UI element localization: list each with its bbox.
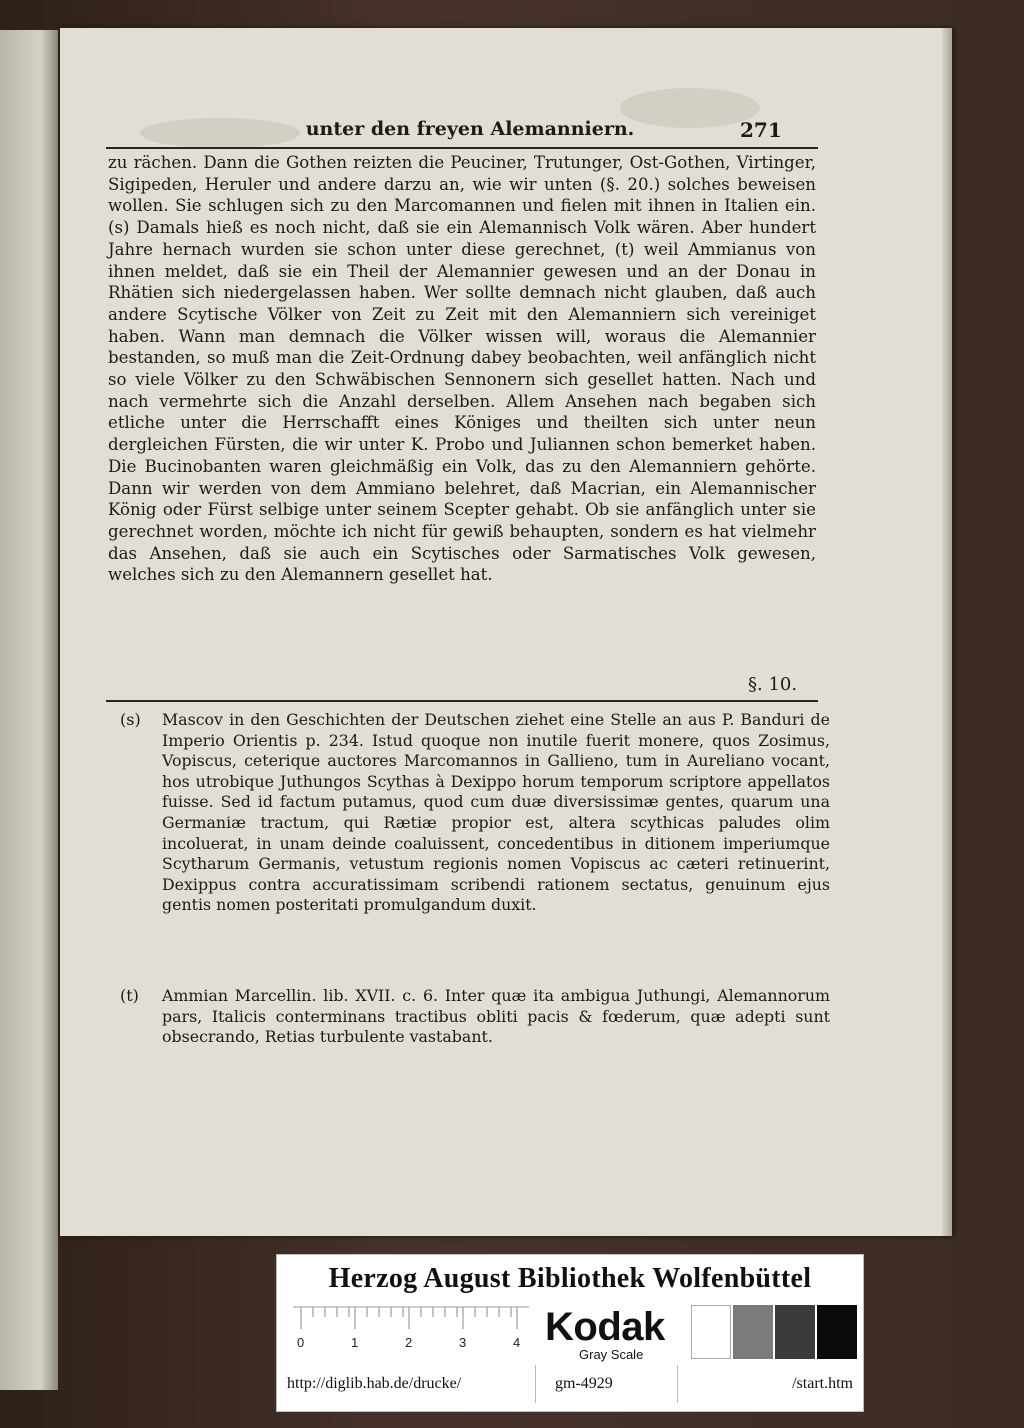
url-right: /start.htm (792, 1375, 853, 1392)
library-name: Herzog August Bibliothek Wolfenbüttel (328, 1263, 812, 1294)
page-edge-shadow (942, 28, 952, 1236)
divider (535, 1365, 536, 1403)
footnote-text: Ammian Marcellin. lib. XVII. c. 6. Inter quæ ita ambigua Juthungi, Alemannorum pars, Italicis conterminans tractibus obliti pacis & fœderum, quæ adepti sunt obsecrando, Retias turbulente vastabant. (162, 986, 830, 1047)
gray-patch (775, 1305, 815, 1359)
scale-number: 2 (405, 1335, 413, 1350)
running-head: unter den freyen Alemanniern. (305, 118, 635, 140)
body-paragraph: zu rächen. Dann die Gothen reizten die Peuciner, Trutunger, Ost-Gothen, Virtinger, Sigipeden, Heruler und andere darzu an, wie wir unten (§. 20.) solches beweisen wollen. Sie schlugen sich zu den Marcomannen und fielen mit ihnen in Italien ein. (s) Damals hieß es noch nicht, daß sie ein Alemannisch Volk wären. Aber hundert Jahre hernach wurden sie schon unter diese gerechnet, (t) weil Ammianus von ihnen meldet, daß sie ein Theil der Alemannier gewesen und an der Donau in Rhätien sich niedergelassen haben. Wer sollte demnach nicht glauben, daß auch andere Scytische Völker von Zeit zu Zeit mit den Alemanniern sich vereiniget haben. Wann man demnach die Völker wissen will, woraus die Alemannier bestanden, so muß man die Zeit-Ordnung dabey beobachten, weil anfänglich nicht so viele Völker zu den Schwäbischen Sennonern sich gesellet hatten. Nach und nach vermehrte sich die Anzahl derselben. Allem Ansehen nach begaben sich etliche unter die Herrschafft eines Königes und theilten sich unter neun dergleichen Fürsten, die wir unter K. Probo und Juliannen schon bemerket haben. Die Bucinobanten waren gleichmäßig ein Volk, das zu den Alemanniern gehörte. Dann wir werden von dem Ammiano belehret, daß Macrian, ein Alemannischer König oder Fürst selbige unter seinem Scepter gehabt. Ob sie anfänglich unter sie gerechnet worden, möchte ich nicht für gewiß behaupten, sondern es hat vielmehr das Ansehen, daß sie auch ein Scytisches oder Sarmatisches Volk gewesen, welches sich zu den Alemannern gesellet hat. (108, 153, 816, 585)
scale-number: 4 (513, 1335, 521, 1350)
gray-patch (817, 1305, 857, 1359)
footnote-text: Mascov in den Geschichten der Deutschen ziehet eine Stelle an aus P. Banduri de Imperio Orientis p. 234. Istud quoque non inutile fuerit monere, quos Zosimus, Vopiscus, ceterique auctores Marcomannos in Gallieno, tum in Aureliano vocant, hos utrobique Juthungos Scythas à Dexippo horum temporum scriptore appellatos fuisse. Sed id factum putamus, quod cum duæ diversissimæ gentes, quarum una Germaniæ tractum, qui Rætiæ propior est, altera scythicas paludes olim incoluerat, in unam deinde coaluissent, concedentibus in ditionem imperiumque Scytharum Germanis, vetustum regionis nomen Vopiscus ac cæteri retinuerint, Dexippus contra accuratissimam scribendi rationem sectatus, genuinum ejus gentis nomen posteritati promulgandum duxit. (162, 710, 830, 915)
color-calibration-card (276, 1254, 864, 1412)
paper-stain (620, 88, 760, 128)
footnote-mark: (t) (120, 986, 139, 1005)
gray-patches (691, 1305, 859, 1359)
url-left: http://diglib.hab.de/drucke/ (287, 1375, 462, 1392)
footnote-mark: (s) (120, 710, 141, 729)
footnote-s (120, 710, 830, 916)
header-rule (106, 147, 818, 149)
shelfmark-code: gm-4929 (555, 1375, 613, 1392)
gray-patch (733, 1305, 773, 1359)
section-catchword: §. 10. (748, 674, 798, 695)
ruler-scale (293, 1305, 529, 1351)
scale-number: 0 (297, 1335, 305, 1350)
page-number: 271 (740, 118, 782, 142)
footnote-rule (106, 700, 818, 702)
scale-number: 3 (459, 1335, 467, 1350)
paper-stain (140, 118, 300, 148)
facing-page-edge (0, 30, 58, 1390)
divider (677, 1365, 678, 1403)
footnote-t (120, 986, 830, 1048)
gray-scale-label: Gray Scale (579, 1347, 644, 1362)
scale-number: 1 (351, 1335, 359, 1350)
gray-patch (691, 1305, 731, 1359)
kodak-logo: Kodak (545, 1305, 665, 1349)
